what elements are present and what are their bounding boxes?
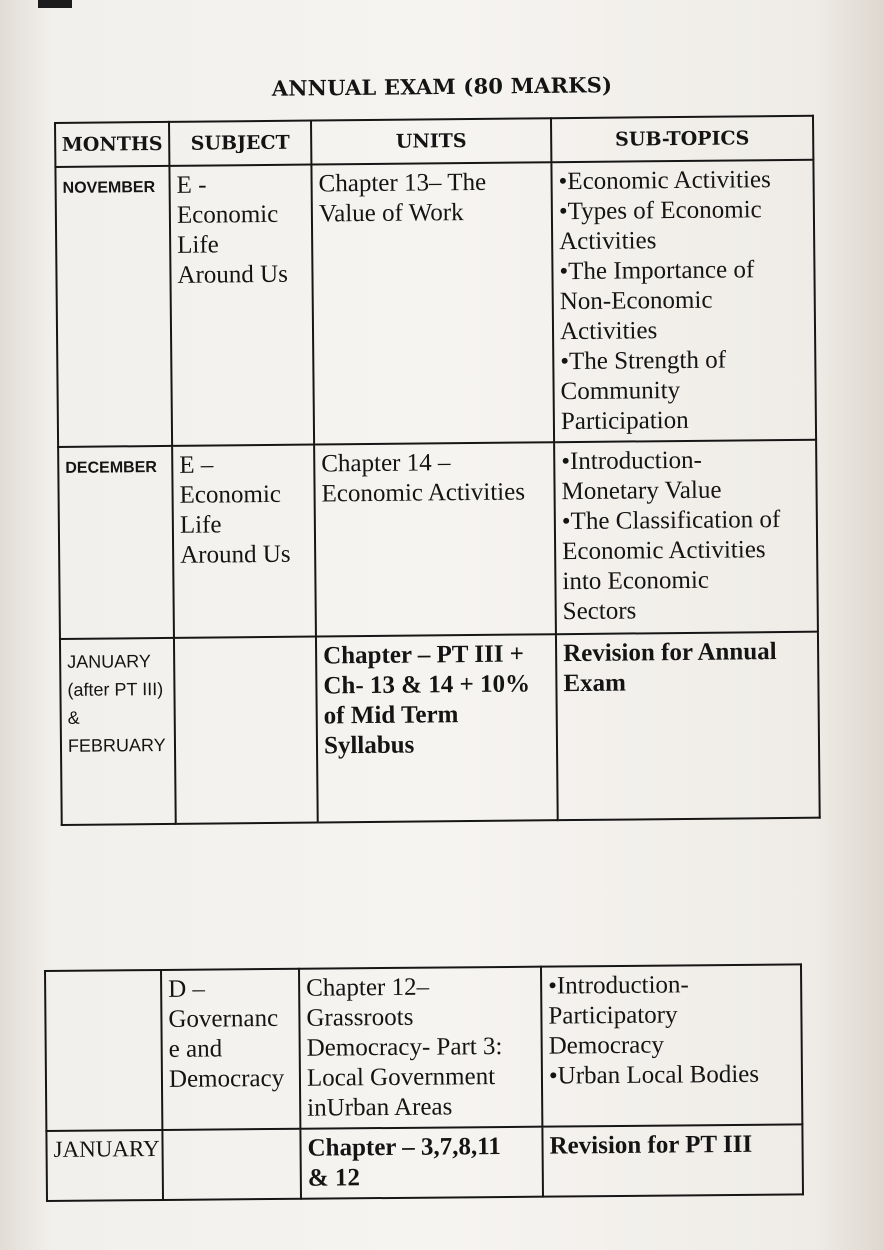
header-sub-topics: SUB-TOPICS (551, 116, 813, 163)
pt3-table (44, 963, 804, 1202)
subject-cell: E - Economic Life Around Us (169, 165, 314, 446)
table-row (58, 440, 818, 639)
subtopics-cell: •Introduction- Monetary Value •The Classification of Economic Activities into Economic Sectors (554, 440, 818, 635)
subject-cell (174, 637, 318, 824)
units-cell: Chapter – PT III + Ch- 13 & 14 + 10% of Mid Term Syllabus (316, 634, 558, 822)
month-cell: JANUARY (46, 1130, 163, 1201)
units-cell: Chapter – 3,7,8,11 & 12 (300, 1127, 543, 1199)
units-cell: Chapter 12– Grassroots Democracy- Part 3: Local Government inUrban Areas (299, 967, 542, 1129)
header-units: UNITS (311, 118, 551, 164)
month-cell: NOVEMBER (55, 166, 172, 447)
subtopics-cell: Revision for Annual Exam (556, 632, 820, 821)
units-cell: Chapter 13– The Value of Work (311, 162, 554, 444)
header-subject: SUBJECT (169, 121, 311, 166)
month-cell: JANUARY (after PT III) & FEBRUARY (60, 638, 176, 825)
subtopics-cell: •Economic Activities •Types of Economic Activities •The Importance of Non-Economic Activities •The Strength of Community Participation (551, 160, 816, 443)
table-row (55, 160, 816, 447)
table-header-row (55, 116, 813, 167)
table-row (46, 1124, 803, 1201)
units-cell: Chapter 14 – Economic Activities (314, 442, 556, 636)
header-months: MONTHS (55, 122, 169, 167)
page-corner-mark (38, 0, 72, 8)
table-row (45, 964, 802, 1131)
subtopics-cell: •Introduction- Participatory Democracy •Urban Local Bodies (541, 964, 802, 1126)
subject-cell (162, 1129, 301, 1200)
month-cell: DECEMBER (58, 446, 174, 639)
table-row (60, 632, 820, 825)
annual-exam-table (54, 115, 821, 826)
subject-cell: D – Governanc e and Democracy (161, 969, 300, 1130)
subtopics-cell: Revision for PT III (542, 1124, 803, 1196)
page-title: ANNUAL EXAM (80 MARKS) (271, 72, 613, 101)
month-cell (45, 970, 162, 1131)
subject-cell: E – Economic Life Around Us (172, 445, 316, 638)
